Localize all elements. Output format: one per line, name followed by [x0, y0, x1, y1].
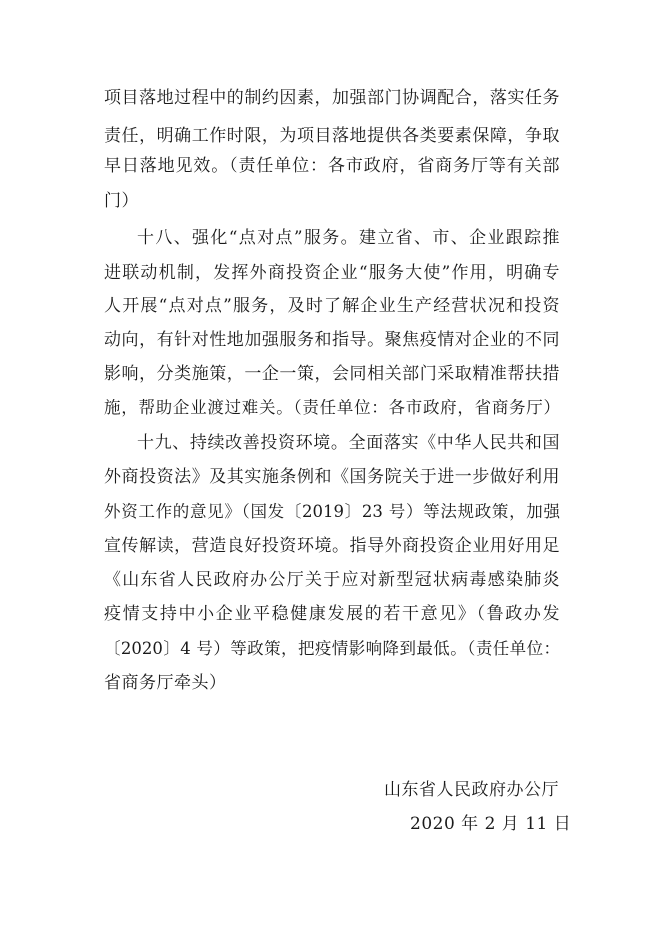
paragraph-3-line-7: 〔2020〕4 号）等政策，把疫情影响降到最低。（责任单位：: [104, 639, 560, 658]
paragraph-1-line-1: 项目落地过程中的制约因素，加强部门协调配合，落实任务: [104, 88, 560, 108]
paragraph-3-line-1: 十九、持续改善投资环境。全面落实《中华人民共和国: [137, 433, 560, 453]
paragraph-2-line-6: 施，帮助企业渡过难关。（责任单位：各市政府，省商务厅）: [104, 398, 560, 417]
paragraph-3-line-5: 《山东省人民政府办公厅关于应对新型冠状病毒感染肺炎: [104, 570, 560, 590]
paragraph-3-line-8: 省商务厅牵头）: [104, 673, 227, 693]
paragraph-2-line-5: 影响，分类施策，一企一策，会同相关部门采取精准帮扶措: [104, 364, 560, 384]
paragraph-2-line-2: 进联动机制，发挥外商投资企业“服务大使”作用，明确专: [104, 263, 560, 283]
paragraph-1-line-2: 责任，明确工作时限，为项目落地提供各类要素保障，争取: [104, 126, 560, 146]
issue-date: 2020 年 2 月 11 日: [410, 814, 572, 834]
issuer-name: 山东省人民政府办公厅: [384, 780, 559, 800]
paragraph-3-line-3: 外资工作的意见》（国发〔2019〕23 号）等法规政策，加强: [104, 502, 560, 521]
paragraph-1-line-3: 早日落地见效。（责任单位：各市政府，省商务厅等有关部: [104, 156, 560, 176]
paragraph-3-line-2: 外商投资法》及其实施条例和《国务院关于进一步做好利用: [104, 467, 560, 487]
paragraph-2-line-3: 人开展“点对点”服务，及时了解企业生产经营状况和投资: [104, 296, 560, 316]
paragraph-3-line-6: 疫情支持中小企业平稳健康发展的若干意见》（鲁政办发: [104, 604, 560, 624]
paragraph-1-line-4: 门）: [104, 191, 139, 211]
paragraph-2-line-4: 动向，有针对性地加强服务和指导。聚焦疫情对企业的不同: [104, 330, 560, 350]
paragraph-3-line-4: 宣传解读，营造良好投资环境。指导外商投资企业用好用足: [104, 536, 560, 556]
paragraph-2-line-1: 十八、强化“点对点”服务。建立省、市、企业跟踪推: [137, 228, 560, 248]
